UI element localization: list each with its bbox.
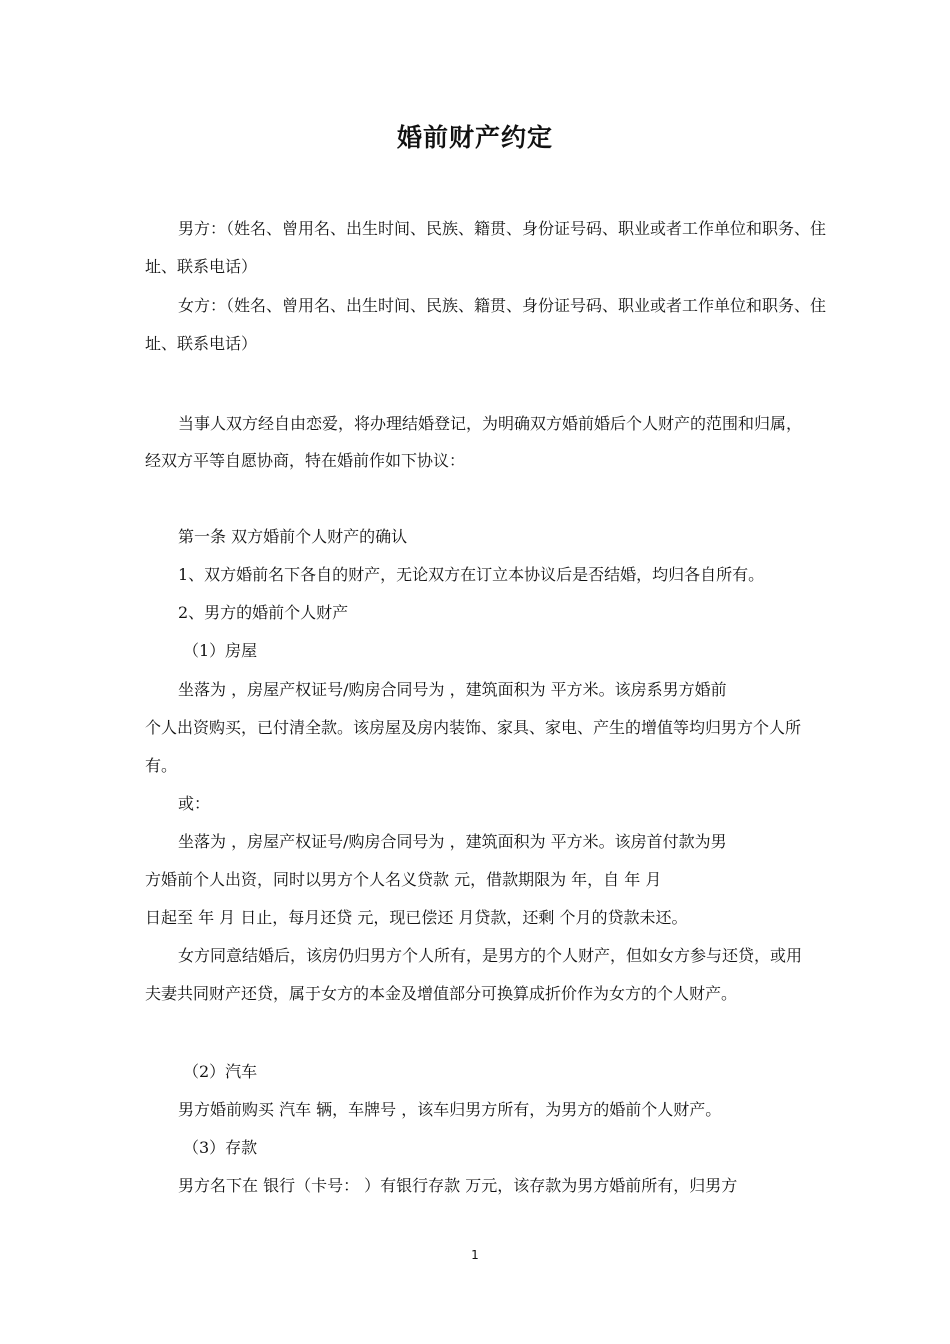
paragraph-line: 日起至 年 月 日止，每月还贷 元，现已偿还 月贷款，还剩 个月的贷款未还。 [145, 908, 688, 927]
paragraph-line: 女方：（姓名、曾用名、出生时间、民族、籍贯、身份证号码、职业或者工作单位和职务、住 [178, 296, 827, 315]
paragraph-line: 男方名下在 银行（卡号： ）有银行存款 万元，该存款为男方婚前所有，归男方 [178, 1176, 738, 1195]
paragraph-line: 夫妻共同财产还贷，属于女方的本金及增值部分可换算成折价作为女方的个人财产。 [145, 984, 738, 1003]
section-heading: 第一条 双方婚前个人财产的确认 [178, 527, 408, 546]
paragraph-line: 有。 [145, 756, 178, 775]
document-title: 婚前财产约定 [396, 123, 553, 152]
paragraph-line: 址、联系电话） [145, 257, 258, 276]
subheading: （1）房屋 [183, 641, 258, 660]
page-number: 1 [471, 1248, 479, 1262]
paragraph-line: 址、联系电话） [145, 334, 258, 353]
paragraph-line: 1、双方婚前名下各自的财产，无论双方在订立本协议后是否结婚，均归各自所有。 [178, 565, 765, 584]
paragraph-line: 男方：（姓名、曾用名、出生时间、民族、籍贯、身份证号码、职业或者工作单位和职务、住 [178, 219, 827, 238]
paragraph-line: 当事人双方经自由恋爱，将办理结婚登记，为明确双方婚前婚后个人财产的范围和归属， [178, 414, 803, 433]
paragraph-line: 经双方平等自愿协商，特在婚前作如下协议： [145, 451, 466, 470]
paragraph-line: 个人出资购买，已付清全款。该房屋及房内装饰、家具、家电、产生的增值等均归男方个人所 [145, 718, 802, 737]
paragraph-line: 女方同意结婚后，该房仍归男方个人所有，是男方的个人财产，但如女方参与还贷，或用 [178, 946, 803, 965]
subheading: （3）存款 [183, 1138, 258, 1157]
paragraph-line: 坐落为 ，房屋产权证号/购房合同号为 ，建筑面积为 平方米。该房首付款为男 [178, 832, 727, 851]
subheading: （2）汽车 [183, 1062, 258, 1081]
paragraph-line: 2、男方的婚前个人财产 [178, 603, 349, 622]
paragraph-line: 男方婚前购买 汽车 辆，车牌号 ，该车归男方所有，为男方的婚前个人财产。 [178, 1100, 722, 1119]
paragraph-line: 坐落为 ，房屋产权证号/购房合同号为 ，建筑面积为 平方米。该房系男方婚前 [178, 680, 727, 699]
paragraph-line: 方婚前个人出资，同时以男方个人名义贷款 元，借款期限为 年，自 年 月 [145, 870, 662, 889]
paragraph-line: 或： [178, 794, 211, 813]
